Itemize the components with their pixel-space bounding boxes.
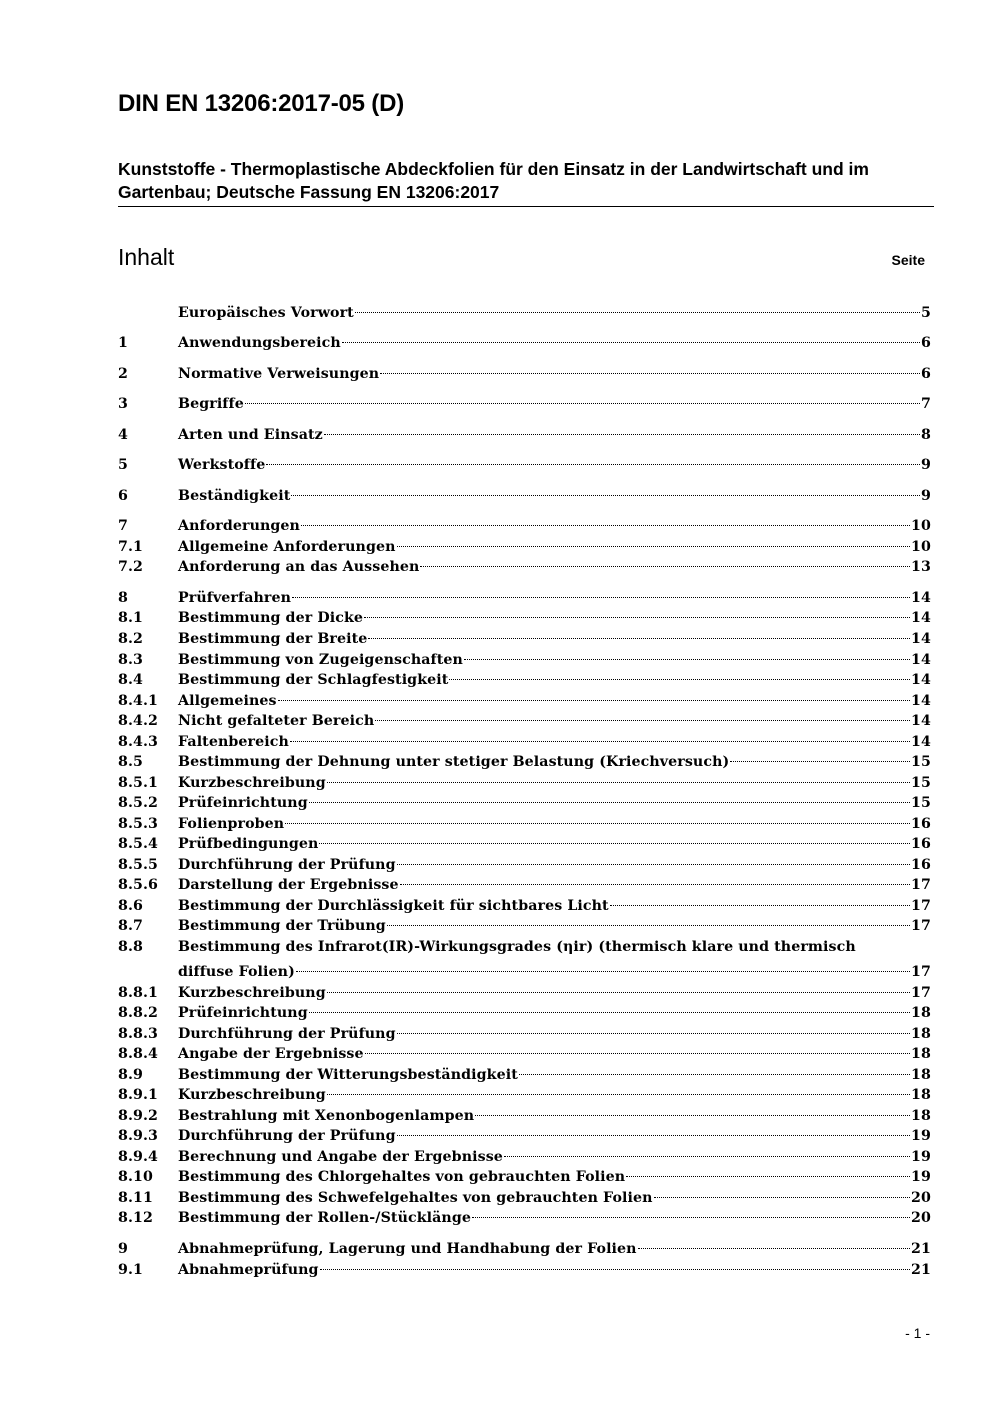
toc-entry-title: Kurzbeschreibung xyxy=(178,775,326,791)
toc-entry[interactable] xyxy=(118,1127,931,1145)
toc-entry[interactable] xyxy=(118,1086,931,1104)
toc-entry-title: Werkstoffe xyxy=(178,457,266,473)
toc-entry[interactable] xyxy=(118,1261,931,1279)
toc-entry-number: 8.5.3 xyxy=(118,816,158,832)
toc-entry-title: Bestrahlung mit Xenonbogenlampen xyxy=(178,1108,475,1124)
dot-leader xyxy=(472,1217,910,1218)
toc-entry-number: 9.1 xyxy=(118,1262,143,1278)
toc-entry-page: 14 xyxy=(911,672,931,688)
toc-entry-page: 16 xyxy=(911,816,931,832)
toc-entry-page: 21 xyxy=(911,1262,931,1278)
toc-entry-number: 8.5.6 xyxy=(118,877,158,893)
toc-entry-number: 8.4.2 xyxy=(118,713,158,729)
dot-leader xyxy=(519,1074,910,1075)
toc-entry-page: 5 xyxy=(921,305,931,321)
toc-entry-page: 17 xyxy=(911,985,931,1001)
toc-entry-title: Berechnung und Angabe der Ergebnisse xyxy=(178,1149,503,1165)
toc-entry-title: Arten und Einsatz xyxy=(178,427,323,443)
toc-entry-title: Bestimmung von Zugeigenschaften xyxy=(178,652,463,668)
toc-entry-title: Europäisches Vorwort xyxy=(178,305,354,321)
toc-entry[interactable] xyxy=(118,712,931,730)
toc-entry-page: 17 xyxy=(911,918,931,934)
toc-entry-page: 18 xyxy=(911,1005,931,1021)
toc-entry[interactable] xyxy=(118,1107,931,1125)
toc-entry-page: 14 xyxy=(911,713,931,729)
toc-entry-page: 9 xyxy=(921,457,931,473)
toc-entry-page: 17 xyxy=(911,964,931,980)
toc-entry-page: 14 xyxy=(911,610,931,626)
toc-entry[interactable] xyxy=(118,1004,931,1022)
toc-entry-title: Bestimmung der Trübung xyxy=(178,918,386,934)
toc-entry-page: 6 xyxy=(921,335,931,351)
toc-entry-number: 4 xyxy=(118,427,128,443)
toc-entry-title: Bestimmung der Dehnung unter stetiger Belastung (Kriechversuch) xyxy=(178,754,730,770)
toc-entry-number: 8.1 xyxy=(118,610,143,626)
toc-entry[interactable] xyxy=(118,876,931,894)
toc-entry-title: Bestimmung der Breite xyxy=(178,631,368,647)
dot-leader xyxy=(397,1033,910,1034)
toc-entry-number: 8.8.4 xyxy=(118,1046,158,1062)
toc-entry-number: 8.9.2 xyxy=(118,1108,158,1124)
dot-leader xyxy=(368,638,910,639)
toc-entry[interactable] xyxy=(118,1189,931,1207)
toc-entry-title: Bestimmung des Schwefelgehaltes von gebrauchten Folien xyxy=(178,1190,653,1206)
dot-leader xyxy=(375,720,910,721)
toc-entry-page: 16 xyxy=(911,857,931,873)
toc-entry-continuation[interactable] xyxy=(118,963,931,981)
toc-entry-title: Faltenbereich xyxy=(178,734,289,750)
toc-entry-number: 8.5.2 xyxy=(118,795,158,811)
toc-entry-title: Bestimmung der Dicke xyxy=(178,610,364,626)
toc-entry-number: 6 xyxy=(118,488,128,504)
toc-entry[interactable] xyxy=(118,456,931,474)
toc-entry-number: 8.9.1 xyxy=(118,1087,158,1103)
toc-entry[interactable] xyxy=(118,1025,931,1043)
toc-entry-number: 8.12 xyxy=(118,1210,153,1226)
toc-entry-number: 8.4 xyxy=(118,672,143,688)
toc-entry-page: 6 xyxy=(921,366,931,382)
toc-entry-title: Prüfverfahren xyxy=(178,590,292,606)
dot-leader xyxy=(355,312,920,313)
toc-entry-number: 2 xyxy=(118,366,128,382)
toc-entry-number: 7.2 xyxy=(118,559,143,575)
toc-entry-title-continued: diffuse Folien) xyxy=(178,964,295,980)
toc-entry[interactable] xyxy=(118,856,931,874)
dot-leader xyxy=(327,992,910,993)
toc-entry[interactable] xyxy=(118,538,931,556)
dot-leader xyxy=(397,864,910,865)
toc-entry-number: 8.8.2 xyxy=(118,1005,158,1021)
toc-entry-page: 16 xyxy=(911,836,931,852)
toc-entry[interactable] xyxy=(118,1045,931,1063)
toc-entry[interactable] xyxy=(118,897,931,915)
toc-entry-title: Prüfbedingungen xyxy=(178,836,319,852)
toc-entry-number: 8.9.3 xyxy=(118,1128,158,1144)
toc-entry-page: 15 xyxy=(911,795,931,811)
toc-entry-title: Allgemeines xyxy=(178,693,277,709)
dot-leader xyxy=(309,802,910,803)
dot-leader xyxy=(342,342,920,343)
dot-leader xyxy=(319,843,910,844)
toc-entry-number: 8.9.4 xyxy=(118,1149,158,1165)
toc-entry-page: 13 xyxy=(911,559,931,575)
toc-entry-title: Durchführung der Prüfung xyxy=(178,1026,396,1042)
toc-entry[interactable] xyxy=(118,774,931,792)
toc-entry-number: 8.10 xyxy=(118,1169,153,1185)
dot-leader xyxy=(324,434,920,435)
toc-entry[interactable] xyxy=(118,1168,931,1186)
toc-entry-page: 17 xyxy=(911,877,931,893)
dot-leader xyxy=(327,1094,910,1095)
toc-entry[interactable] xyxy=(118,1066,931,1084)
dot-leader xyxy=(320,1269,910,1270)
dot-leader xyxy=(365,1053,910,1054)
dot-leader xyxy=(654,1197,911,1198)
toc-entry[interactable] xyxy=(118,692,931,710)
dot-leader xyxy=(449,679,910,680)
toc-entry-title: Prüfeinrichtung xyxy=(178,1005,308,1021)
title-divider xyxy=(118,206,934,207)
page-number: - 1 - xyxy=(905,1325,930,1341)
toc-entry-page: 14 xyxy=(911,590,931,606)
toc-entry[interactable] xyxy=(118,835,931,853)
toc-entry-title: Abnahmeprüfung xyxy=(178,1262,319,1278)
toc-entry-page: 19 xyxy=(911,1149,931,1165)
toc-entry-page: 15 xyxy=(911,754,931,770)
toc-entry-title: Anforderungen xyxy=(178,518,300,534)
dot-leader xyxy=(400,884,910,885)
dot-leader xyxy=(309,1012,910,1013)
dot-leader xyxy=(730,761,910,762)
toc-entry-title: Darstellung der Ergebnisse xyxy=(178,877,399,893)
document-title: Kunststoffe - Thermoplastische Abdeckfolien für den Einsatz in der Landwirtschaft und im Gartenbau; Deutsche Fassung EN 13206:2017 xyxy=(118,159,869,202)
toc-entry[interactable] xyxy=(118,753,931,771)
toc-entry-number: 8.5.4 xyxy=(118,836,158,852)
toc-entry[interactable] xyxy=(118,487,931,505)
toc-entry[interactable] xyxy=(118,917,931,935)
toc-entry-number: 7 xyxy=(118,518,128,534)
toc-entry[interactable] xyxy=(118,671,931,689)
toc-entry-number: 8.4.1 xyxy=(118,693,158,709)
toc-entry[interactable] xyxy=(118,938,931,956)
toc-entry-number: 8.3 xyxy=(118,652,143,668)
toc-entry-page: 18 xyxy=(911,1108,931,1124)
toc-entry-page: 20 xyxy=(911,1210,931,1226)
toc-heading: Inhalt xyxy=(118,244,175,270)
toc-entry-page: 8 xyxy=(921,427,931,443)
dot-leader xyxy=(266,464,920,465)
toc-entry[interactable] xyxy=(118,589,931,607)
dot-leader xyxy=(626,1176,910,1177)
toc-entry-title: Normative Verweisungen xyxy=(178,366,380,382)
toc-entry-title: Prüfeinrichtung xyxy=(178,795,308,811)
toc-entry-page: 9 xyxy=(921,488,931,504)
toc-entry-number: 1 xyxy=(118,335,128,351)
dot-leader xyxy=(610,905,910,906)
toc-entry[interactable] xyxy=(118,984,931,1002)
toc-entry-page: 18 xyxy=(911,1087,931,1103)
toc-entry[interactable] xyxy=(118,558,931,576)
toc-entry-page: 10 xyxy=(911,518,931,534)
dot-leader xyxy=(504,1156,910,1157)
dot-leader xyxy=(420,566,910,567)
toc-entry-number: 8.8.1 xyxy=(118,985,158,1001)
dot-leader xyxy=(301,525,910,526)
toc-entry-page: 18 xyxy=(911,1046,931,1062)
toc-entry-number: 3 xyxy=(118,396,128,412)
toc-entry-number: 9 xyxy=(118,1241,128,1257)
dot-leader xyxy=(397,546,911,547)
toc-entry-title: Abnahmeprüfung, Lagerung und Handhabung der Folien xyxy=(178,1241,637,1257)
toc-entry-title: Bestimmung des Infrarot(IR)-Wirkungsgrades (ηir) (thermisch klare und thermisch xyxy=(178,939,856,955)
dot-leader xyxy=(292,597,910,598)
toc-entry[interactable] xyxy=(118,733,931,751)
toc-entry[interactable] xyxy=(118,815,931,833)
toc-entry[interactable] xyxy=(118,517,931,535)
dot-leader xyxy=(285,823,910,824)
toc-entry[interactable] xyxy=(118,1148,931,1166)
toc-entry[interactable] xyxy=(118,651,931,669)
toc-entry[interactable] xyxy=(118,630,931,648)
toc-entry-page: 14 xyxy=(911,631,931,647)
toc-entry[interactable] xyxy=(118,1240,931,1258)
toc-entry-title: Folienproben xyxy=(178,816,285,832)
toc-entry-page: 17 xyxy=(911,898,931,914)
toc-entry-number: 8.5.5 xyxy=(118,857,158,873)
toc-entry-number: 8.9 xyxy=(118,1067,143,1083)
document-id: DIN EN 13206:2017-05 (D) xyxy=(118,90,405,117)
toc-entry-page: 7 xyxy=(921,396,931,412)
toc-entry-number: 8.4.3 xyxy=(118,734,158,750)
toc-entry-number: 8.6 xyxy=(118,898,143,914)
toc-entry-title: Durchführung der Prüfung xyxy=(178,1128,396,1144)
toc-entry-page: 20 xyxy=(911,1190,931,1206)
toc-entry[interactable] xyxy=(118,304,931,322)
dot-leader xyxy=(278,700,910,701)
dot-leader xyxy=(380,373,920,374)
toc-entry-title: Anwendungsbereich xyxy=(178,335,341,351)
dot-leader xyxy=(327,782,910,783)
dot-leader xyxy=(290,741,910,742)
toc-entry-number: 8.8 xyxy=(118,939,143,955)
dot-leader xyxy=(387,925,910,926)
dot-leader xyxy=(296,971,910,972)
dot-leader xyxy=(475,1115,910,1116)
toc-entry-page: 14 xyxy=(911,693,931,709)
toc-entry-page: 21 xyxy=(911,1241,931,1257)
toc-entry-page: 15 xyxy=(911,775,931,791)
dot-leader xyxy=(291,495,920,496)
toc-entry[interactable] xyxy=(118,334,931,352)
toc-entry-page: 18 xyxy=(911,1026,931,1042)
toc-entry[interactable] xyxy=(118,794,931,812)
toc-entry-title: Begriffe xyxy=(178,396,244,412)
toc-entry-number: 7.1 xyxy=(118,539,143,555)
toc-entry-number: 8.8.3 xyxy=(118,1026,158,1042)
page-column-label: Seite xyxy=(891,252,925,268)
toc-entry-title: Bestimmung der Rollen-/Stücklänge xyxy=(178,1210,471,1226)
toc-entry-number: 8.5 xyxy=(118,754,143,770)
dot-leader xyxy=(638,1248,910,1249)
toc-entry-number: 8.2 xyxy=(118,631,143,647)
toc-entry-title: Allgemeine Anforderungen xyxy=(178,539,396,555)
toc-entry-number: 8.5.1 xyxy=(118,775,158,791)
toc-entry-title: Kurzbeschreibung xyxy=(178,985,326,1001)
toc-entry-title: Bestimmung der Schlagfestigkeit xyxy=(178,672,449,688)
toc-entry-title: Durchführung der Prüfung xyxy=(178,857,396,873)
toc-entry-page: 10 xyxy=(911,539,931,555)
toc-entry-page: 14 xyxy=(911,734,931,750)
toc-entry-page: 18 xyxy=(911,1067,931,1083)
toc-entry-title: Kurzbeschreibung xyxy=(178,1087,326,1103)
toc-entry-page: 19 xyxy=(911,1169,931,1185)
toc-entry[interactable] xyxy=(118,365,931,383)
toc-entry-title: Beständigkeit xyxy=(178,488,291,504)
toc-entry[interactable] xyxy=(118,1209,931,1227)
toc-entry-title: Bestimmung des Chlorgehaltes von gebrauchten Folien xyxy=(178,1169,626,1185)
toc-entry-title: Bestimmung der Witterungsbeständigkeit xyxy=(178,1067,518,1083)
toc-entry[interactable] xyxy=(118,609,931,627)
toc-entry-title: Nicht gefalteter Bereich xyxy=(178,713,375,729)
toc-entry-title: Anforderung an das Aussehen xyxy=(178,559,420,575)
toc-entry-number: 8.7 xyxy=(118,918,143,934)
toc-entry-title: Bestimmung der Durchlässigkeit für sichtbares Licht xyxy=(178,898,609,914)
dot-leader xyxy=(397,1135,910,1136)
toc-entry[interactable] xyxy=(118,426,931,444)
toc-entry-number: 5 xyxy=(118,457,128,473)
dot-leader xyxy=(364,617,910,618)
toc-entry-page: 19 xyxy=(911,1128,931,1144)
toc-entry-number: 8 xyxy=(118,590,128,606)
dot-leader xyxy=(245,403,920,404)
dot-leader xyxy=(464,659,910,660)
toc-entry-title: Angabe der Ergebnisse xyxy=(178,1046,364,1062)
toc-entry-page: 14 xyxy=(911,652,931,668)
toc-entry-number: 8.11 xyxy=(118,1190,153,1206)
toc-entry[interactable] xyxy=(118,395,931,413)
